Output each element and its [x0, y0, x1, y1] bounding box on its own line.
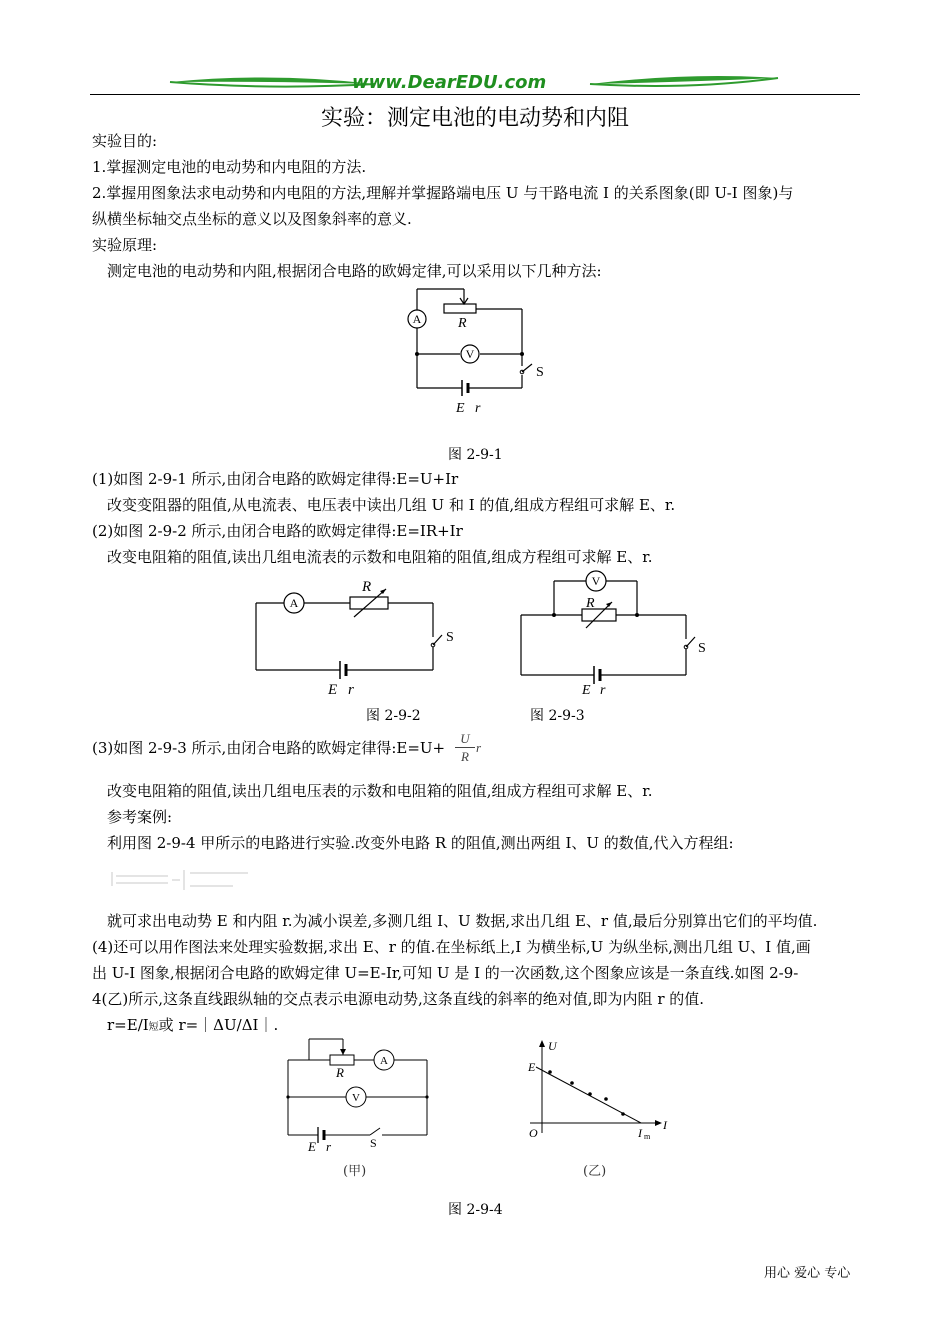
fraction-numerator: U [460, 731, 470, 746]
resistor-label: R [586, 596, 595, 611]
text-line: 2.掌握用图象法求电动势和内电阻的方法,理解并掌握路端电压 U 与干路电流 I 的关系图象(即 U-I 图象)与 [92, 184, 794, 202]
subfigure-caption: (乙) [583, 1164, 607, 1179]
data-point [570, 1081, 574, 1085]
y-axis-label: U [548, 1039, 557, 1053]
internal-r-label: r [475, 401, 481, 416]
emf-label: E [328, 682, 338, 698]
voltmeter-label: V [465, 347, 475, 361]
switch-label: S [370, 1136, 377, 1150]
emf-label: E [308, 1139, 316, 1154]
formula-subscript: 短 [148, 1022, 159, 1033]
resistor-label: R [458, 316, 467, 331]
data-point [604, 1097, 608, 1101]
emf-label: E [456, 401, 465, 416]
text-line: 实验目的: [92, 132, 158, 150]
text-line: 4(乙)所示,这条直线跟纵轴的交点表示电源电动势,这条直线的斜率的绝对值,即为内阻 r 的值. [92, 990, 705, 1008]
formula-part: 或 r=｜ΔU/ΔI｜. [158, 1016, 279, 1034]
text-line: 改变变阻器的阻值,从电流表、电压表中读出几组 U 和 I 的值,组成方程组可求解 E、r. [107, 496, 676, 514]
formula-part: r=E/I [107, 1016, 149, 1034]
figure-caption: 图 2-9-2 [366, 708, 421, 724]
ui-graph-figure [520, 1035, 680, 1145]
emf-intercept-label: E [528, 1060, 536, 1074]
resistor-label: R [336, 1065, 344, 1080]
text-line: 改变电阻箱的阻值,读出几组电压表的示数和电阻箱的阻值,组成方程组可求解 E、r. [107, 782, 653, 800]
formula-line [107, 1014, 278, 1039]
text-line: 出 U-I 图象,根据闭合电路的欧姆定律 U=E-Ir,可知 U 是 I 的一次函数,这个图象应该是一条直线.如图 2-9- [92, 964, 799, 982]
fraction-denominator: R [461, 749, 469, 764]
switch-label: S [446, 630, 454, 645]
internal-r-label: r [600, 683, 606, 698]
footer-text: 用心 爱心 专心 [764, 1266, 851, 1281]
text-line: (2)如图 2-9-2 所示,由闭合电路的欧姆定律得:E=IR+Ir [92, 522, 463, 540]
switch-label: S [536, 365, 544, 380]
current-intercept-subscript: m [644, 1132, 651, 1141]
circuit-figure-3 [512, 565, 712, 705]
voltmeter-label: V [352, 1092, 360, 1104]
ammeter-label: A [380, 1055, 388, 1067]
header-rule [90, 94, 860, 95]
ammeter-label: A [412, 312, 422, 326]
internal-r-label: r [326, 1139, 332, 1154]
data-point [548, 1070, 552, 1074]
text-line: (3)如图 2-9-3 所示,由闭合电路的欧姆定律得:E=U+ [92, 739, 446, 757]
circuit-figure-4a [280, 1035, 440, 1155]
emf-label: E [582, 683, 591, 698]
circuit-figure-1 [400, 282, 560, 420]
text-line: 参考案例: [107, 808, 173, 826]
internal-r-label: r [348, 682, 354, 698]
x-axis-label: I [663, 1118, 667, 1132]
figure-caption: 图 2-9-3 [530, 708, 585, 724]
page-title: 实验：测定电池的电动势和内阻 [320, 106, 629, 131]
origin-label: O [529, 1126, 538, 1140]
equation-system-image [108, 866, 258, 894]
text-line: (1)如图 2-9-1 所示,由闭合电路的欧姆定律得:E=U+Ir [92, 470, 459, 488]
text-line: 1.掌握测定电池的电动势和内电阻的方法. [92, 158, 367, 176]
circuit-figure-2 [246, 575, 466, 705]
text-line: 利用图 2-9-4 甲所示的电路进行实验.改变外电路 R 的阻值,测出两组 I、U 的数值,代入方程组: [107, 834, 734, 852]
fraction [455, 731, 475, 765]
data-point [588, 1092, 592, 1096]
header-banner [90, 68, 860, 98]
subfigure-caption: (甲) [343, 1164, 367, 1179]
text-line: 纵横坐标轴交点坐标的意义以及图象斜率的意义. [92, 210, 412, 228]
figure-caption: 图 2-9-4 [448, 1202, 503, 1218]
header-site-name[interactable]: www.DearEDU.com [352, 72, 547, 93]
data-point [621, 1112, 625, 1116]
fraction-tail: r [476, 740, 482, 755]
ammeter-label: A [289, 596, 299, 610]
current-intercept-label: I [638, 1126, 642, 1140]
text-line: 改变电阻箱的阻值,读出几组电流表的示数和电阻箱的阻值,组成方程组可求解 E、r. [107, 548, 653, 566]
text-line: (4)还可以用作图法来处理实验数据,求出 E、r 的值.在坐标纸上,I 为横坐标,U 为纵坐标,测出几组 U、I 值,画 [92, 938, 811, 956]
text-line: 实验原理: [92, 236, 158, 254]
voltmeter-label: V [591, 574, 601, 588]
figure-caption: 图 2-9-1 [448, 447, 503, 463]
text-line: 测定电池的电动势和内阻,根据闭合电路的欧姆定律,可以采用以下几种方法: [107, 262, 602, 280]
switch-label: S [698, 641, 706, 656]
text-line: 就可求出电动势 E 和内阻 r.为减小误差,多测几组 I、U 数据,求出几组 E、r 值,最后分别算出它们的平均值. [107, 912, 818, 930]
resistor-label: R [362, 579, 372, 595]
